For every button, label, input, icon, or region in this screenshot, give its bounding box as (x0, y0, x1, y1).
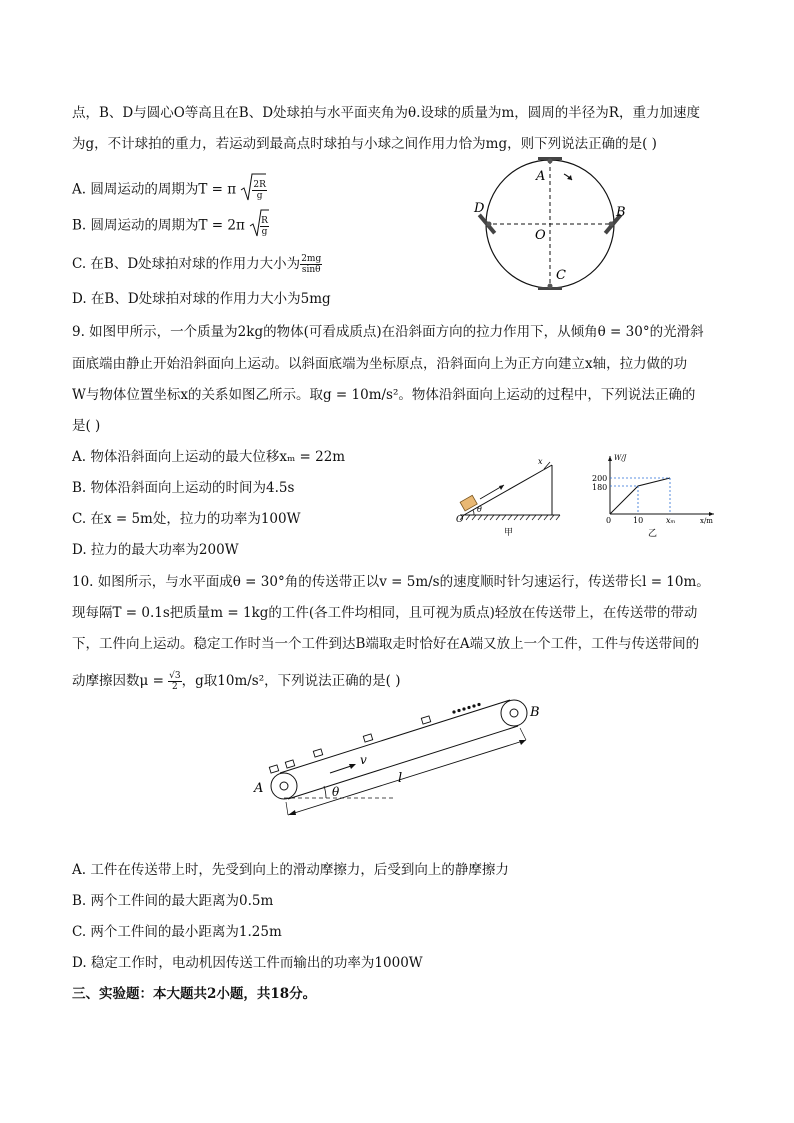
q9-stem-line4: 是( ) (72, 418, 101, 434)
label-o: O (456, 515, 464, 525)
q9-stem-line2: 面底端由静止开始沿斜面向上运动。以斜面底端为坐标原点，沿斜面向上为正方向建立x轴，拉力做的功 (72, 356, 688, 372)
tick-200: 200 (592, 474, 608, 483)
q9-option-d[interactable]: D. 拉力的最大功率为200W (72, 542, 239, 558)
q9-option-c[interactable]: C. 在x = 5m处，拉力的功率为100W (72, 511, 301, 527)
label-theta: θ (332, 785, 340, 799)
q8-option-b[interactable] (72, 208, 269, 244)
q10-option-c[interactable]: C. 两个工件间的最小距离为1.25m (72, 924, 282, 940)
label-o: O (535, 228, 546, 243)
q10-stem-line2: 现每隔T = 0.1s把质量m = 1kg的工件(各工件均相同，且可视为质点)轻放在传送带上，在传送带的带动 (72, 605, 698, 621)
label-a: A (254, 781, 264, 796)
x-axis-label: x/m (700, 517, 713, 525)
q8-a-denominator: g (256, 190, 263, 201)
q8-stem-line2: 为g，不计球拍的重力，若运动到最高点时球拍与小球之间作用力恰为mg，则下列说法正确的是( ) (72, 136, 657, 152)
caption-jia: 甲 (504, 528, 514, 537)
q10-stem-line3: 下，工件向上运动。稳定工作时当一个工件到达B端取走时恰好在A端又放上一个工件，工件与传送带间的 (72, 636, 700, 652)
tick-0: 0 (606, 516, 612, 525)
label-x: x (538, 457, 543, 466)
q9-incline-figure (452, 455, 567, 537)
label-a: A (536, 169, 546, 184)
q8-c-denominator: sinθ (301, 265, 321, 275)
racket-c (538, 284, 562, 291)
q8-c-numerator: 2mg (301, 254, 322, 264)
q8-option-a-text: A. 圆周运动的周期为T = π (72, 181, 237, 198)
q9-w-x-graph (586, 450, 726, 540)
q10-line4-part1: 动摩擦因数μ = (72, 673, 169, 689)
tick-10: 10 (633, 516, 644, 525)
tick-xm: xₘ (666, 516, 676, 525)
label-c: C (556, 268, 566, 283)
label-b: B (616, 205, 626, 220)
q8-option-c-text: C. 在B、D处球拍对球的作用力大小为 (72, 256, 301, 272)
label-v: v (360, 753, 367, 767)
q9-option-b[interactable]: B. 物体沿斜面向上运动的时间为4.5s (72, 480, 295, 496)
q8-option-c[interactable] (72, 254, 322, 275)
q9-stem-line1: 9. 如图甲所示，一个质量为2kg的物体(可看成质点)在沿斜面方向的拉力作用下，从倾角θ = 30°的光滑斜 (72, 324, 704, 340)
q8-a-numerator: 2R (253, 179, 266, 190)
q8-b-denominator: g (261, 226, 268, 237)
q10-option-b[interactable]: B. 两个工件间的最大距离为0.5m (72, 893, 274, 909)
label-b: B (530, 705, 540, 720)
tick-180: 180 (592, 483, 608, 492)
q10-line4-part2: ，g取10m/s²，下列说法正确的是( ) (181, 673, 401, 689)
label-l: l (398, 771, 403, 786)
q10-option-a[interactable]: A. 工件在传送带上时，先受到向上的滑动摩擦力，后受到向上的静摩擦力 (72, 862, 509, 878)
q9-option-a[interactable]: A. 物体沿斜面向上运动的最大位移xₘ = 22m (72, 449, 346, 465)
q8-option-a[interactable] (72, 172, 267, 208)
q8-b-numerator: R (261, 215, 268, 226)
q10-mu-numerator: √3 (169, 671, 181, 681)
label-d: D (474, 201, 485, 216)
q10-option-d[interactable]: D. 稳定工作时，电动机因传送工件而输出的功率为1000W (72, 955, 423, 971)
w-x-line (610, 478, 670, 514)
q10-mu-denominator: 2 (172, 682, 178, 692)
q8-stem-line1: 点，B、D与圆心O等高且在B、D处球拍与水平面夹角为θ.设球的质量为m，圆周的半径为R，重力加速度 (72, 105, 700, 121)
q10-stem-line4 (72, 671, 400, 692)
q8-option-b-text: B. 圆周运动的周期为T = 2π (72, 217, 245, 234)
caption-yi: 乙 (648, 529, 658, 539)
q8-option-d[interactable]: D. 在B、D处球拍对球的作用力大小为5mg (72, 291, 331, 307)
q10-stem-line1: 10. 如图所示，与水平面成θ = 30°角的传送带正以v = 5m/s的速度顺时针匀速运行，传送带长l = 10m。 (72, 574, 710, 590)
q10-conveyor-figure (248, 694, 558, 828)
y-axis-label: W/J (614, 454, 627, 462)
q9-stem-line3: W与物体位置坐标x的关系如图乙所示。取g = 10m/s²。物体沿斜面向上运动的过程中，下列说法正确的 (72, 387, 696, 403)
q8-circle-figure (468, 150, 638, 295)
label-theta: θ (477, 505, 482, 514)
section-3-heading: 三、实验题：本大题共2小题，共18分。 (72, 986, 317, 1002)
